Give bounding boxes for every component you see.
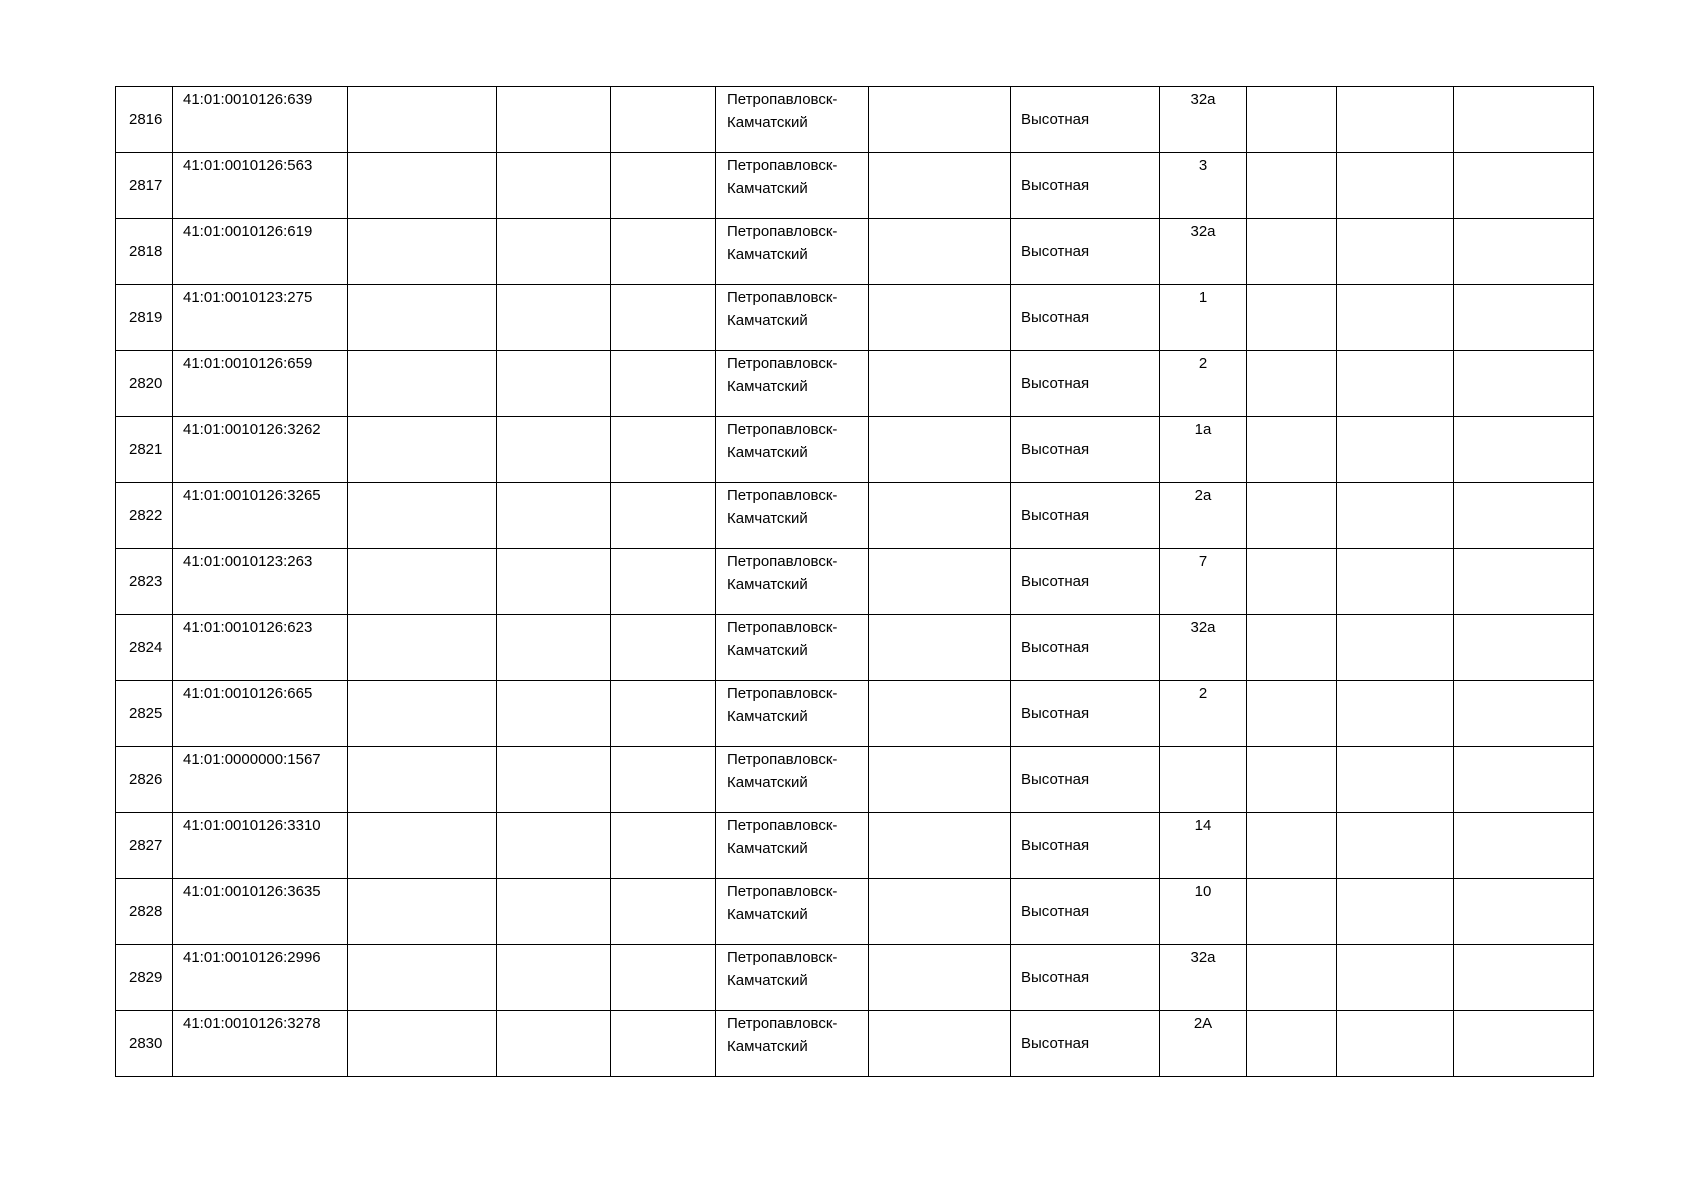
house-number-cell: 32а (1160, 87, 1247, 153)
city-line: Камчатский (727, 246, 808, 263)
city-line: Петропавловск- (727, 949, 838, 966)
house-number-cell: 7 (1160, 549, 1247, 615)
empty-cell (348, 153, 497, 219)
row-number-cell: 2830 (116, 1011, 173, 1077)
empty-cell (497, 681, 611, 747)
empty-cell (1247, 219, 1337, 285)
empty-cell (1337, 417, 1454, 483)
empty-cell (348, 219, 497, 285)
city-line: Петропавловск- (727, 487, 838, 504)
empty-cell (1247, 351, 1337, 417)
empty-cell (1247, 87, 1337, 153)
city-line: Камчатский (727, 114, 808, 131)
empty-cell (348, 615, 497, 681)
empty-cell (611, 945, 716, 1011)
empty-cell (497, 153, 611, 219)
table-row (116, 615, 1594, 681)
row-number-cell: 2829 (116, 945, 173, 1011)
city-cell (716, 87, 869, 153)
city-line: Камчатский (727, 180, 808, 197)
empty-cell (1454, 879, 1594, 945)
empty-cell (497, 945, 611, 1011)
house-number-cell: 32а (1160, 615, 1247, 681)
empty-cell (869, 879, 1011, 945)
city-line: Петропавловск- (727, 157, 838, 174)
empty-cell (1247, 1011, 1337, 1077)
cadastral-number-cell: 41:01:0010123:263 (173, 549, 348, 615)
table-body (116, 87, 1594, 1077)
empty-cell (1337, 285, 1454, 351)
city-line: Камчатский (727, 378, 808, 395)
empty-cell (1247, 549, 1337, 615)
table-row (116, 417, 1594, 483)
empty-cell (1454, 219, 1594, 285)
empty-cell (869, 483, 1011, 549)
address-register-table (115, 86, 1594, 1077)
empty-cell (1454, 747, 1594, 813)
house-number-cell: 32а (1160, 945, 1247, 1011)
city-line: Петропавловск- (727, 883, 838, 900)
empty-cell (1247, 747, 1337, 813)
empty-cell (348, 351, 497, 417)
empty-cell (1454, 153, 1594, 219)
table-row (116, 285, 1594, 351)
row-number-cell: 2821 (116, 417, 173, 483)
row-number-cell: 2820 (116, 351, 173, 417)
row-number-cell: 2817 (116, 153, 173, 219)
street-cell: Высотная (1011, 153, 1160, 219)
empty-cell (497, 219, 611, 285)
cadastral-number-cell: 41:01:0010126:2996 (173, 945, 348, 1011)
cadastral-number-cell: 41:01:0010126:623 (173, 615, 348, 681)
table-row (116, 747, 1594, 813)
empty-cell (348, 87, 497, 153)
empty-cell (869, 87, 1011, 153)
empty-cell (1337, 87, 1454, 153)
city-cell (716, 285, 869, 351)
cadastral-number-cell: 41:01:0010126:659 (173, 351, 348, 417)
city-cell (716, 813, 869, 879)
empty-cell (1247, 681, 1337, 747)
street-cell: Высотная (1011, 945, 1160, 1011)
street-cell: Высотная (1011, 813, 1160, 879)
city-line: Камчатский (727, 312, 808, 329)
cadastral-number-cell: 41:01:0010126:3262 (173, 417, 348, 483)
empty-cell (1454, 549, 1594, 615)
row-number-cell: 2823 (116, 549, 173, 615)
empty-cell (611, 285, 716, 351)
city-cell (716, 747, 869, 813)
empty-cell (348, 285, 497, 351)
empty-cell (1337, 219, 1454, 285)
empty-cell (497, 483, 611, 549)
row-number-cell: 2827 (116, 813, 173, 879)
empty-cell (348, 417, 497, 483)
city-line: Камчатский (727, 840, 808, 857)
street-cell: Высотная (1011, 747, 1160, 813)
cadastral-number-cell: 41:01:0010126:3278 (173, 1011, 348, 1077)
house-number-cell: 3 (1160, 153, 1247, 219)
empty-cell (869, 813, 1011, 879)
street-cell: Высотная (1011, 417, 1160, 483)
table-row (116, 945, 1594, 1011)
city-cell (716, 219, 869, 285)
city-line: Петропавловск- (727, 289, 838, 306)
empty-cell (869, 1011, 1011, 1077)
city-line: Камчатский (727, 444, 808, 461)
empty-cell (611, 813, 716, 879)
city-cell (716, 417, 869, 483)
city-cell (716, 681, 869, 747)
city-cell (716, 549, 869, 615)
street-cell: Высотная (1011, 1011, 1160, 1077)
city-line: Петропавловск- (727, 223, 838, 240)
city-line: Камчатский (727, 708, 808, 725)
empty-cell (611, 219, 716, 285)
empty-cell (869, 615, 1011, 681)
empty-cell (1337, 615, 1454, 681)
house-number-cell: 1а (1160, 417, 1247, 483)
empty-cell (348, 945, 497, 1011)
house-number-cell: 2а (1160, 483, 1247, 549)
city-cell (716, 1011, 869, 1077)
empty-cell (497, 1011, 611, 1077)
cadastral-number-cell: 41:01:0010126:3310 (173, 813, 348, 879)
empty-cell (497, 87, 611, 153)
empty-cell (1337, 153, 1454, 219)
cadastral-number-cell: 41:01:0010126:665 (173, 681, 348, 747)
empty-cell (1454, 417, 1594, 483)
empty-cell (1247, 483, 1337, 549)
city-line: Камчатский (727, 576, 808, 593)
street-cell: Высотная (1011, 351, 1160, 417)
empty-cell (869, 549, 1011, 615)
empty-cell (869, 681, 1011, 747)
empty-cell (348, 879, 497, 945)
empty-cell (1247, 945, 1337, 1011)
empty-cell (348, 549, 497, 615)
city-line: Петропавловск- (727, 1015, 838, 1032)
empty-cell (1337, 747, 1454, 813)
empty-cell (1337, 813, 1454, 879)
empty-cell (611, 1011, 716, 1077)
street-cell: Высотная (1011, 219, 1160, 285)
city-line: Петропавловск- (727, 817, 838, 834)
city-line: Камчатский (727, 1038, 808, 1055)
empty-cell (1337, 681, 1454, 747)
empty-cell (1454, 285, 1594, 351)
street-cell: Высотная (1011, 285, 1160, 351)
empty-cell (611, 879, 716, 945)
house-number-cell: 1 (1160, 285, 1247, 351)
cadastral-number-cell: 41:01:0010126:563 (173, 153, 348, 219)
table-row (116, 549, 1594, 615)
empty-cell (348, 813, 497, 879)
empty-cell (497, 747, 611, 813)
row-number-cell: 2825 (116, 681, 173, 747)
empty-cell (611, 417, 716, 483)
table-row (116, 351, 1594, 417)
house-number-cell (1160, 747, 1247, 813)
row-number-cell: 2822 (116, 483, 173, 549)
empty-cell (497, 417, 611, 483)
empty-cell (1337, 351, 1454, 417)
empty-cell (1247, 813, 1337, 879)
empty-cell (497, 879, 611, 945)
table-row (116, 219, 1594, 285)
house-number-cell: 2А (1160, 1011, 1247, 1077)
empty-cell (869, 747, 1011, 813)
table-row (116, 681, 1594, 747)
table-row (116, 1011, 1594, 1077)
empty-cell (611, 351, 716, 417)
empty-cell (1247, 153, 1337, 219)
empty-cell (1454, 1011, 1594, 1077)
empty-cell (1454, 813, 1594, 879)
empty-cell (869, 417, 1011, 483)
row-number-cell: 2826 (116, 747, 173, 813)
empty-cell (1337, 879, 1454, 945)
street-cell: Высотная (1011, 549, 1160, 615)
empty-cell (611, 681, 716, 747)
cadastral-number-cell: 41:01:0010126:3265 (173, 483, 348, 549)
cadastral-number-cell: 41:01:0010126:639 (173, 87, 348, 153)
empty-cell (348, 747, 497, 813)
empty-cell (869, 351, 1011, 417)
cadastral-number-cell: 41:01:0010126:3635 (173, 879, 348, 945)
city-cell (716, 945, 869, 1011)
cadastral-number-cell: 41:01:0010126:619 (173, 219, 348, 285)
house-number-cell: 14 (1160, 813, 1247, 879)
empty-cell (1454, 483, 1594, 549)
row-number-cell: 2828 (116, 879, 173, 945)
empty-cell (869, 945, 1011, 1011)
house-number-cell: 2 (1160, 351, 1247, 417)
empty-cell (611, 87, 716, 153)
row-number-cell: 2824 (116, 615, 173, 681)
empty-cell (1454, 351, 1594, 417)
table-row (116, 483, 1594, 549)
empty-cell (869, 153, 1011, 219)
empty-cell (1247, 285, 1337, 351)
empty-cell (348, 483, 497, 549)
empty-cell (611, 153, 716, 219)
city-line: Петропавловск- (727, 355, 838, 372)
table-row (116, 813, 1594, 879)
empty-cell (348, 1011, 497, 1077)
empty-cell (1454, 945, 1594, 1011)
city-cell (716, 483, 869, 549)
city-line: Петропавловск- (727, 553, 838, 570)
empty-cell (1454, 615, 1594, 681)
empty-cell (1337, 549, 1454, 615)
street-cell: Высотная (1011, 879, 1160, 945)
city-line: Петропавловск- (727, 685, 838, 702)
empty-cell (348, 681, 497, 747)
row-number-cell: 2819 (116, 285, 173, 351)
city-line: Петропавловск- (727, 91, 838, 108)
empty-cell (497, 615, 611, 681)
street-cell: Высотная (1011, 615, 1160, 681)
house-number-cell: 32а (1160, 219, 1247, 285)
empty-cell (1247, 417, 1337, 483)
empty-cell (497, 813, 611, 879)
city-cell (716, 615, 869, 681)
empty-cell (611, 615, 716, 681)
city-line: Петропавловск- (727, 751, 838, 768)
city-line: Камчатский (727, 906, 808, 923)
table-row (116, 153, 1594, 219)
empty-cell (869, 219, 1011, 285)
row-number-cell: 2816 (116, 87, 173, 153)
cadastral-number-cell: 41:01:0000000:1567 (173, 747, 348, 813)
empty-cell (1454, 681, 1594, 747)
city-cell (716, 351, 869, 417)
row-number-cell: 2818 (116, 219, 173, 285)
city-line: Камчатский (727, 972, 808, 989)
empty-cell (1337, 1011, 1454, 1077)
city-line: Камчатский (727, 642, 808, 659)
empty-cell (497, 351, 611, 417)
city-line: Камчатский (727, 774, 808, 791)
empty-cell (869, 285, 1011, 351)
city-line: Петропавловск- (727, 421, 838, 438)
street-cell: Высотная (1011, 87, 1160, 153)
empty-cell (1337, 483, 1454, 549)
house-number-cell: 10 (1160, 879, 1247, 945)
city-cell (716, 153, 869, 219)
empty-cell (497, 285, 611, 351)
city-cell (716, 879, 869, 945)
empty-cell (611, 483, 716, 549)
empty-cell (497, 549, 611, 615)
cadastral-number-cell: 41:01:0010123:275 (173, 285, 348, 351)
street-cell: Высотная (1011, 483, 1160, 549)
city-line: Камчатский (727, 510, 808, 527)
empty-cell (611, 549, 716, 615)
house-number-cell: 2 (1160, 681, 1247, 747)
table-row (116, 87, 1594, 153)
city-line: Петропавловск- (727, 619, 838, 636)
empty-cell (611, 747, 716, 813)
empty-cell (1247, 615, 1337, 681)
street-cell: Высотная (1011, 681, 1160, 747)
empty-cell (1337, 945, 1454, 1011)
empty-cell (1454, 87, 1594, 153)
table-row (116, 879, 1594, 945)
empty-cell (1247, 879, 1337, 945)
